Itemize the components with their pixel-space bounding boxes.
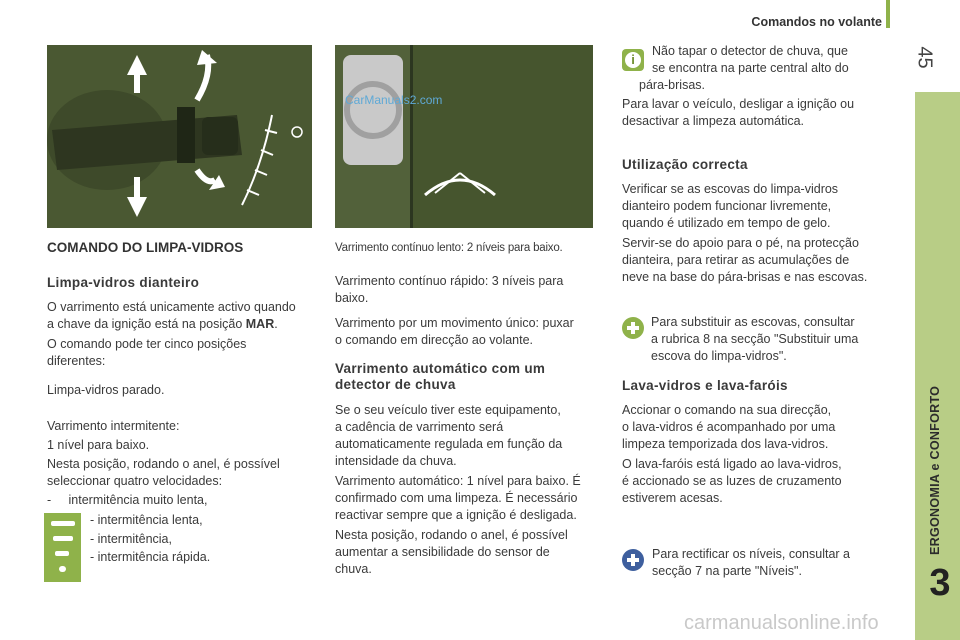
col1-p1d: . (274, 317, 278, 331)
col2-p1a: Varrimento contínuo rápido: 3 níveis para (335, 274, 564, 288)
watermark-footer: carmanualsonline.info (684, 612, 879, 634)
col3-washer (622, 402, 907, 507)
rain-sensor-illustration (335, 45, 593, 228)
col3-p2b: dianteiro podem funcionar livremente, (622, 199, 832, 213)
plus-icon-tip1 (622, 317, 644, 339)
plus-icon-tip2 (622, 549, 644, 571)
col3-p5b: é accionado se as luzes de cruzamento (622, 474, 842, 488)
col3-p2a: Verificar se as escovas do limpa-vidros (622, 182, 839, 196)
col3-p3b: dianteira, para retirar as acumulações de (622, 253, 850, 267)
col2-p3a: Se o seu veículo tiver este equipamento, (335, 403, 561, 417)
col3-p4a: Accionar o comando na sua direcção, (622, 403, 832, 417)
col3-correct-use (622, 181, 907, 286)
col3-p5c: estiverem acesas. (622, 491, 723, 505)
col3-tip2b: secção 7 na parte "Níveis". (652, 564, 802, 578)
col1-intro (47, 299, 327, 370)
col3-info1c: pára-brisas. (639, 78, 705, 92)
col2-p5b: aumentar a sensibilidade do sensor de (335, 545, 550, 559)
speed-levels-icon (44, 513, 81, 582)
col1-list0: - intermitência muito lenta, (47, 493, 208, 507)
col2-p3b: a cadência de varrimento será (335, 420, 504, 434)
col1-p2b: diferentes: (47, 354, 106, 368)
tip-levels (652, 546, 902, 580)
col1-p2a: O comando pode ter cinco posições (47, 337, 247, 351)
col2-p5c: chuva. (335, 562, 372, 576)
front-wiper-heading: Limpa-vidros dianteiro (47, 275, 200, 290)
col2-p2b: o comando em direcção ao volante. (335, 333, 534, 347)
col1-p6a: Nesta posição, rodando o anel, é possível (47, 457, 280, 471)
col2-caption: Varrimento contínuo lento: 2 níveis para baixo. (335, 242, 563, 254)
col3-p2c: quando é utilizado em tempo de gelo. (622, 216, 831, 230)
watermark-carmanuals2: CarManuals2.com (345, 93, 443, 107)
col2-p2a: Varrimento por um movimento único: puxar (335, 316, 574, 330)
col2-p1b: baixo. (335, 291, 369, 305)
col2-p3c: automaticamente regulada em função da (335, 437, 563, 451)
rain-sensor-heading-2: detector de chuva (335, 377, 456, 392)
col2-p4c: reactivar sempre que a ignição é desligada. (335, 508, 577, 522)
col3-info1a: Não tapar o detector de chuva, que (652, 44, 848, 58)
col3-p3a: Servir-se do apoio para o pé, na protecção (622, 236, 859, 250)
col1-list3: - intermitência rápida. (90, 550, 211, 564)
rain-sensor-heading-1: Varrimento automático com um (335, 361, 546, 376)
mar-label: MAR (245, 317, 275, 331)
col3-p4c: limpeza temporizada dos lava-vidros. (622, 437, 829, 451)
correct-use-heading: Utilização correcta (622, 157, 748, 172)
col1-p1a: O varrimento está unicamente activo quando (47, 300, 296, 314)
header-accent-line (886, 0, 890, 28)
col3-p4b: o lava-vidros é acompanhado por uma (622, 420, 836, 434)
col1-p4: Varrimento intermitente: (47, 419, 180, 433)
col3-p3c: neve na base do pára-brisas e nas escovas. (622, 270, 868, 284)
tip-replace-blades (651, 314, 901, 365)
wiper-stalk-drawing (47, 45, 312, 228)
col1-list1: - intermitência lenta, (90, 513, 203, 527)
washer-heading: Lava-vidros e lava-faróis (622, 378, 788, 393)
page-header-title: Comandos no volante (751, 15, 882, 29)
col1-p1b: a chave da ignição está na posição (47, 317, 243, 331)
col1-p5: 1 nível para baixo. (47, 438, 150, 452)
col2-body (335, 402, 610, 578)
col3-p5a: O lava-faróis está ligado ao lava-vidros, (622, 457, 842, 471)
col3-tip1c: escova do limpa-vidros". (651, 349, 787, 363)
wiper-stalk-illustration (47, 45, 312, 228)
col2-p3d: intensidade da chuva. (335, 454, 457, 468)
info-note-top (652, 43, 902, 77)
col2-p4a: Varrimento automático: 1 nível para baixo. É (335, 474, 581, 488)
rain-sensor-drawing (335, 45, 593, 228)
col2-p5a: Nesta posição, rodando o anel, é possível (335, 528, 568, 542)
page-number: 45 (913, 46, 936, 69)
col2-p4b: confirmado com uma limpeza. É necessário (335, 491, 578, 505)
chapter-number: 3 (929, 562, 951, 604)
col1-p3: Limpa-vidros parado. (47, 383, 165, 397)
col3-tip1a: Para substituir as escovas, consultar (651, 315, 855, 329)
col1-p6b: seleccionar quatro velocidades: (47, 474, 223, 488)
sidebar-section-title: ERGONOMIA e CONFORTO (928, 385, 942, 555)
info-icon: i (622, 49, 644, 71)
col3-tip2a: Para rectificar os níveis, consultar a (652, 547, 850, 561)
col3-p1b: desactivar a limpeza automática. (622, 114, 805, 128)
col3-p1a: Para lavar o veículo, desligar a ignição ou (622, 97, 855, 111)
col1-p1b-line (47, 316, 327, 333)
col3-info1b: se encontra na parte central alto do (652, 61, 849, 75)
col1-list2: - intermitência, (90, 532, 172, 546)
main-heading: COMANDO DO LIMPA-VIDROS (47, 240, 244, 255)
col3-tip1b: a rubrica 8 na secção "Substituir uma (651, 332, 859, 346)
